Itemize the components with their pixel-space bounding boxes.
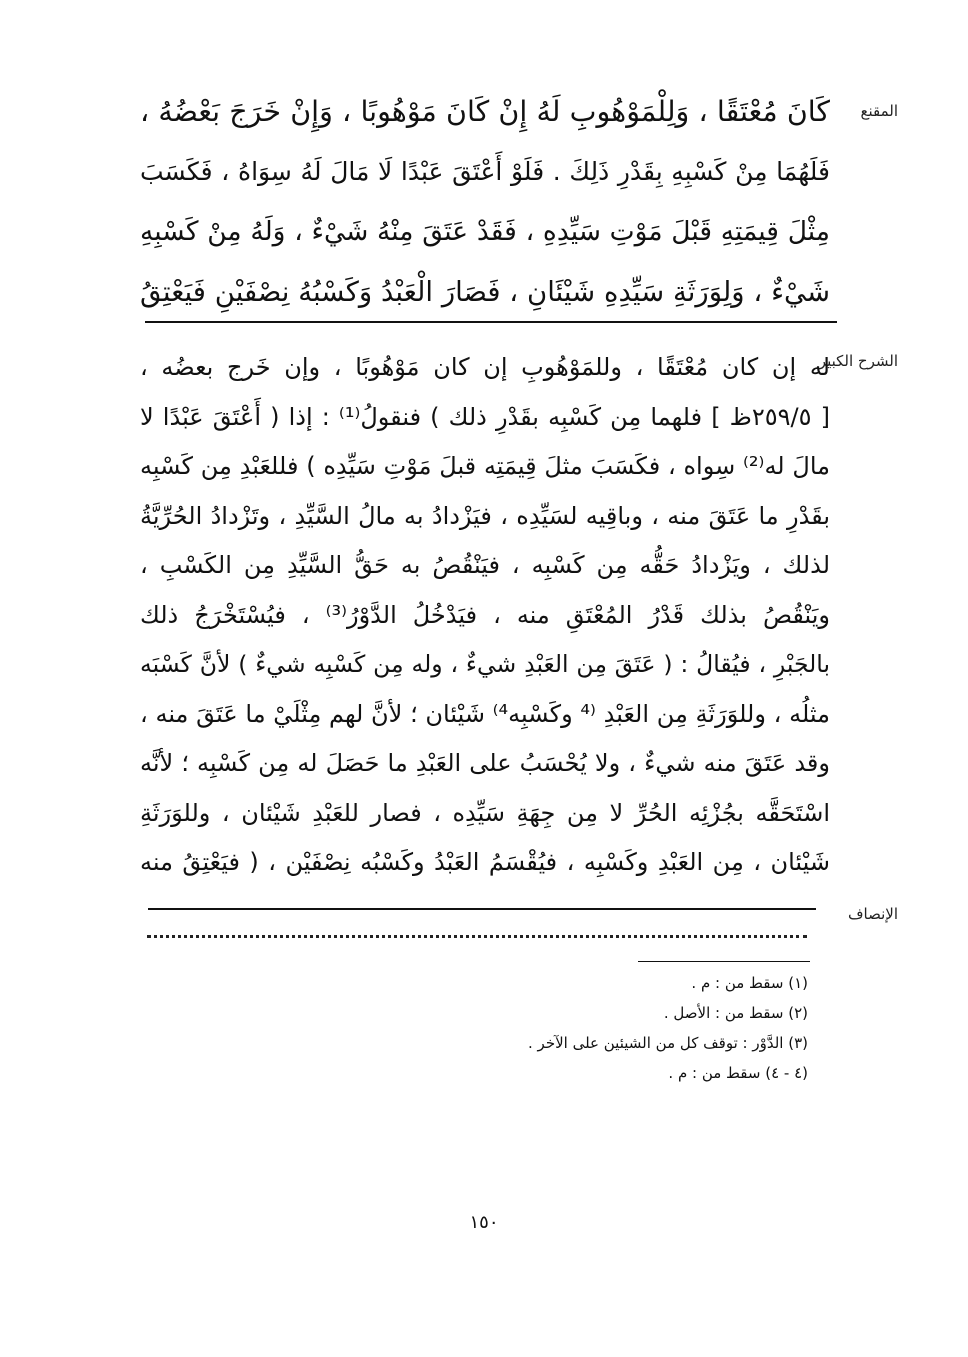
- sharh-line: [ ٢٥٩/٥ظ ] فلهما مِن كَسْبِه بقَدْرِ ذلك ) فنقولُ⁽¹⁾ : إذا ( أَعْتَقَ عَبْدًا لا: [140, 402, 831, 431]
- bracket-note: [ ٢٥٩/٥ظ ]: [711, 402, 831, 431]
- sharh-line: مالَ له⁽²⁾ سِواه ، فكَسَبَ مثلَ قِيمَتِه قبلَ مَوْتِ سَيِّدِه ) فللعَبْدِ مِن كَسْبِه: [140, 452, 831, 480]
- footnote: (٣) الدَّوْر : توقف كل من الشيئين على الآخر .: [528, 1034, 808, 1052]
- sharh-line: وقد عَتَقَ منه شيءٌ ، ولا يُحْسَبُ على العَبْدِ ما حَصَلَ له مِن كَسْبِه ؛ لأنَّه: [140, 749, 830, 777]
- sharh-text-block: [140, 343, 830, 888]
- footnote-divider: [638, 961, 810, 962]
- sharh-line: شَيْئان ، مِن العَبْدِ وكَسْبِه ، فيُقْسَمُ العَبْدُ وكَسْبُه نِصْفَيْن ، ( فيَعْتِقُ منه: [140, 848, 830, 876]
- section-label-insaf: الإنصاف: [847, 905, 898, 923]
- footnotes: [348, 968, 808, 1088]
- sharh-line: لذلك ، ويَزْدادُ حَقُّه مِن كَسْبِه ، فيَنْقُصُ به حَقُّ السَّيِّدِ مِن الكَسْبِ ،: [140, 551, 830, 579]
- sharh-line: بقَدْرِ ما عَتَقَ منه ، وباقِيه لسَيِّدِه ، فيَزْدادُ به مالُ السَّيِّدِ ، وتَزْدادُ الحُرِّيَّةُ: [140, 501, 830, 530]
- page-number: ١٥٠: [469, 1212, 499, 1233]
- sharh-line: بالجَبْرِ ، فيُقالُ : ( عَتَقَ مِن العَبْدِ شيءٌ ، وله مِن كَسْبِه شيءٌ ) لأنَّ كَسْبَه: [140, 650, 830, 678]
- muqni-text-block: [140, 82, 830, 322]
- section-label-muqni: المقنع: [860, 102, 898, 120]
- sharh-line: اسْتَحَقَّه بجُزْئِه الحُرِّ لا مِن جِهَةِ سَيِّدِه ، فصار للعَبْدِ شَيْئان ، وللوَرَثَةِ: [140, 798, 830, 827]
- footnote: (٢) سقط من : الأصل .: [663, 1004, 808, 1022]
- footnote: (١) سقط من : م .: [691, 974, 808, 992]
- section-divider: [145, 321, 837, 323]
- muqni-line: شَيْءٌ ، وَلِوَرَثَةِ سَيِّدِهِ شَيْئَانِ ، فَصَارَ الْعَبْدُ وَكَسْبُهُ نِصْفَيْنِ فَيَعْتِقُ: [140, 276, 830, 308]
- sharh-line: له إن كان مُعْتَقًا ، وللمَوْهُوبِ إن كان مَوْهُوبًا ، وإن خَرج بعضُه ،: [140, 353, 830, 381]
- muqni-line: مِثْلَ قِيمَتِهِ قَبْلَ مَوْتِ سَيِّدِهِ ، فَقَدْ عَتَقَ مِنْهُ شَيْءٌ ، وَلَهُ مِنْ كَسْبِهِ: [140, 216, 830, 247]
- insaf-top-rule: [148, 908, 816, 910]
- sharh-line: ويَنْقُصُ بذلك قَدْرُ المُعْتَقِ منه ، فيَدْخُلُ الدَّوْرُ⁽³⁾ ، فيُسْتَخْرَجُ ذلك: [140, 600, 830, 629]
- section-label-sharh: الشرح الكبير: [818, 352, 898, 370]
- muqni-line: كَانَ مُعْتَقًا ، وَلِلْمَوْهُوبِ لَهُ إِنْ كَانَ مَوْهُوبًا ، وَإِنْ خَرَجَ بَعْضُهُ ،: [140, 95, 830, 128]
- footnote: (٤ - ٤) سقط من : م .: [668, 1064, 808, 1082]
- insaf-dotted-rule: [147, 935, 807, 938]
- muqni-line: فَلَهُمَا مِنْ كَسْبِهِ بِقَدْرِ ذَلِكَ . فَلَوْ أَعْتَقَ عَبْدًا لَا مَالَ لَهُ سِوَاهُ ، فَكَسَبَ: [140, 157, 830, 186]
- sharh-line: مثلُه ، وللوَرَثَةِ مِن العَبْدِ ⁽⁴ وكَسْبِه⁴⁾ شَيْئان ؛ لأنَّ لهم مِثْلَيْ ما عَتَقَ منه ،: [140, 699, 830, 728]
